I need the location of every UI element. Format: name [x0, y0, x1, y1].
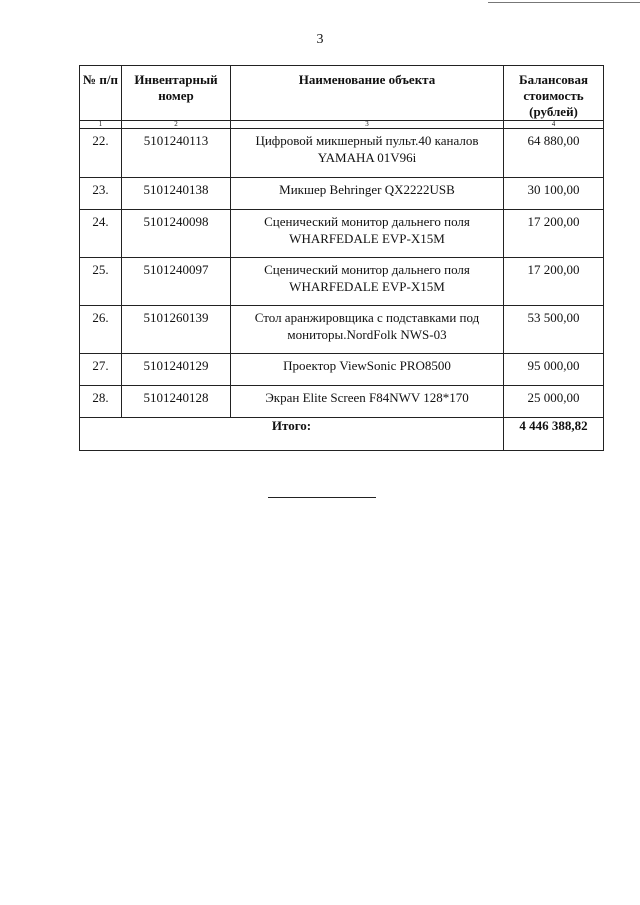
table-row: [80, 354, 604, 386]
object-name-line: Цифровой микшерный пульт.40 каналов: [255, 133, 479, 148]
object-name-line: Сценический монитор дальнего поля: [264, 262, 470, 277]
table-row: [80, 178, 604, 210]
object-name: [231, 129, 504, 178]
inventory-number: 5101240129: [122, 354, 231, 386]
object-name-line: Стол аранжировщика с подставками под: [254, 310, 480, 325]
row-number: 28.: [80, 386, 122, 418]
table-row: [80, 258, 604, 306]
object-name-line: WHARFEDALE EVP-X15M: [289, 279, 445, 294]
balance-value: 53 500,00: [504, 306, 604, 354]
object-name: [231, 354, 504, 386]
inventory-number: 5101240128: [122, 386, 231, 418]
header-inventory: Инвентарный номер: [122, 66, 231, 121]
row-number: 25.: [80, 258, 122, 306]
object-name-line: Микшер Behringer QX2222USB: [279, 182, 455, 197]
object-name-line: Сценический монитор дальнего поля: [264, 214, 470, 229]
balance-value: 30 100,00: [504, 178, 604, 210]
table-row: [80, 210, 604, 258]
object-name-line: YAMAHA 01V96i: [317, 150, 417, 165]
row-number: 23.: [80, 178, 122, 210]
balance-value: 17 200,00: [504, 210, 604, 258]
balance-value: 25 000,00: [504, 386, 604, 418]
column-number: 4: [504, 121, 604, 129]
object-name-line: Экран Elite Screen F84NWV 128*170: [265, 390, 469, 405]
row-number: 24.: [80, 210, 122, 258]
row-number: 26.: [80, 306, 122, 354]
table-row: [80, 129, 604, 178]
inventory-number: 5101240138: [122, 178, 231, 210]
total-value: 4 446 388,82: [504, 418, 604, 451]
inventory-number: 5101260139: [122, 306, 231, 354]
header-row: [80, 66, 604, 121]
table-row: [80, 386, 604, 418]
object-name-line: мониторы.NordFolk NWS-03: [287, 327, 447, 342]
header-value: Балансовая стоимость (рублей): [504, 66, 604, 121]
inventory-number: 5101240097: [122, 258, 231, 306]
header-name: Наименование объекта: [231, 66, 504, 121]
object-name: [231, 386, 504, 418]
row-number: 27.: [80, 354, 122, 386]
balance-value: 17 200,00: [504, 258, 604, 306]
page-number: 3: [316, 32, 324, 47]
object-name: [231, 178, 504, 210]
object-name: [231, 258, 504, 306]
row-number: 22.: [80, 129, 122, 178]
object-name: [231, 306, 504, 354]
inventory-number: 5101240113: [122, 129, 231, 178]
column-number: 3: [231, 121, 504, 129]
object-name: [231, 210, 504, 258]
object-name-line: Проектор ViewSonic PRO8500: [283, 358, 451, 373]
balance-value: 95 000,00: [504, 354, 604, 386]
total-row: [80, 418, 604, 451]
header-num: № п/п: [80, 66, 122, 121]
column-number: 1: [80, 121, 122, 129]
total-label: Итого:: [80, 418, 504, 451]
column-number: 2: [122, 121, 231, 129]
top-edge-line: [488, 2, 640, 3]
inventory-number: 5101240098: [122, 210, 231, 258]
balance-value: 64 880,00: [504, 129, 604, 178]
object-name-line: WHARFEDALE EVP-X15M: [289, 231, 445, 246]
inventory-table: [79, 65, 604, 451]
end-of-document-line: [268, 497, 376, 498]
column-number-row: [80, 121, 604, 129]
table-row: [80, 306, 604, 354]
